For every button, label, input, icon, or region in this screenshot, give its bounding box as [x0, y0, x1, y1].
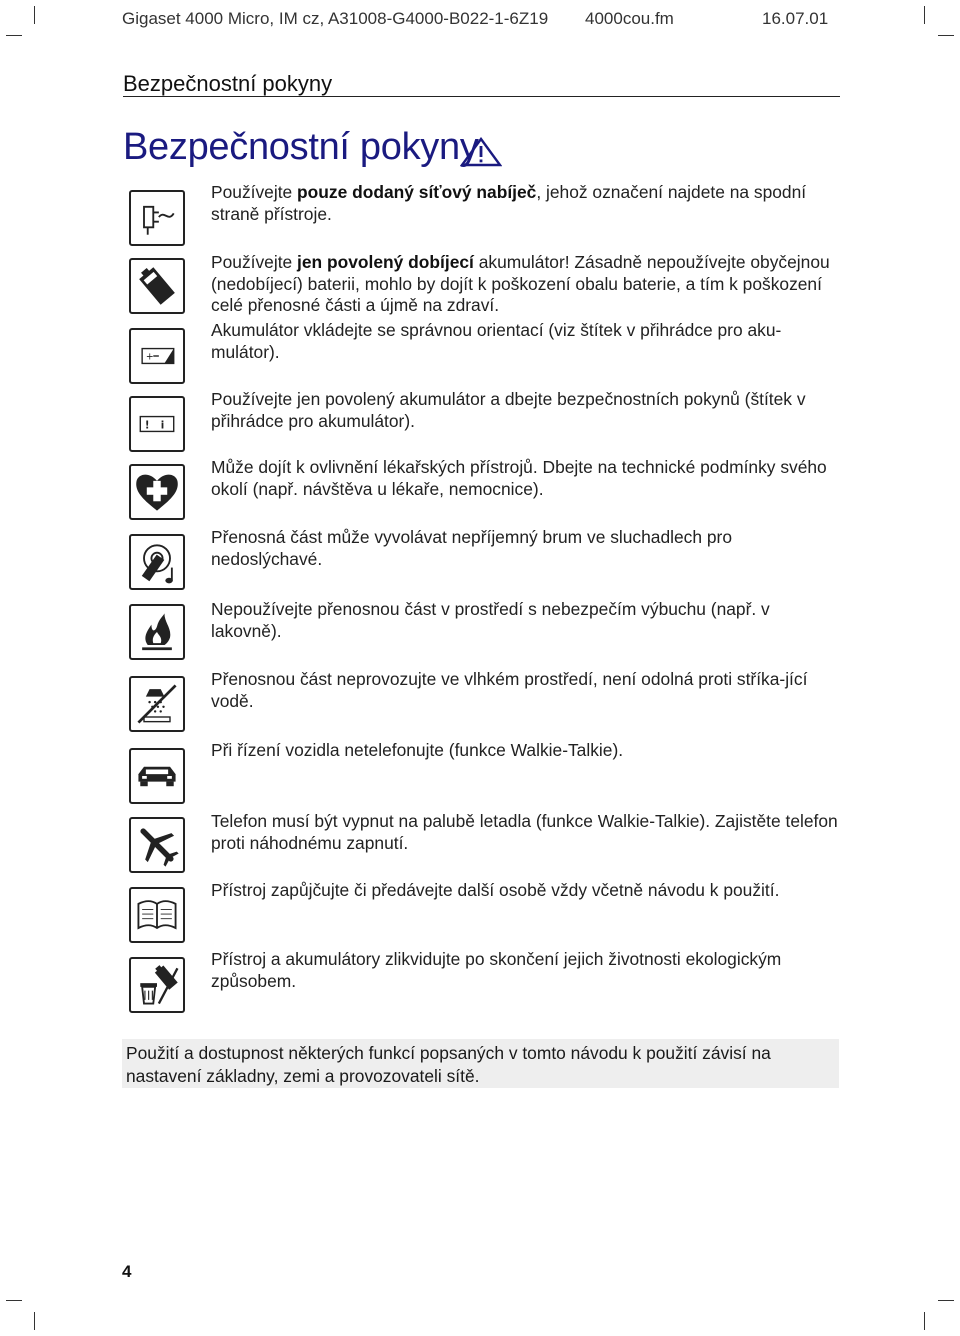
car-icon	[129, 748, 185, 804]
crop-mark	[924, 6, 925, 24]
humidity-text: Přenosnou část neprovozujte ve vlhkém prostředí, není odolná proti stříka-jící vodě.	[211, 669, 808, 711]
crop-mark	[34, 1312, 35, 1330]
aircraft-text: Telefon musí být vypnut na palubě letadla (funkce Walkie-Talkie). Zajistěte telefon proti náhodnému zapnutí.	[211, 811, 838, 853]
crop-mark	[924, 1312, 925, 1330]
battery-icon	[129, 258, 185, 314]
battery-text-bold: jen povolený dobíjecí	[297, 252, 474, 272]
running-header-file: 4000cou.fm	[585, 9, 674, 28]
battery-text-pre: Používejte	[211, 252, 298, 272]
battery-text	[211, 252, 841, 317]
crop-mark	[6, 35, 22, 36]
no-shower-icon	[129, 676, 185, 732]
airplane-icon	[129, 817, 185, 873]
hearing-aid-icon	[129, 534, 185, 590]
svg-text:i: i	[160, 420, 165, 432]
explosion-text: Nepoužívejte přenosnou část v prostředí s nebezpečím výbuchu (např. v lakovně).	[211, 599, 770, 641]
section-label: Bezpečnostní pokyny	[123, 71, 333, 96]
header-rule	[123, 96, 840, 97]
orientation-text: Akumulátor vkládejte se správnou orientací (viz štítek v přihrádce pro aku-mulátor).	[211, 320, 782, 362]
disposal-text: Přístroj a akumulátory zlikvidujte po skončení jejich životnosti ekologickým způsobem.	[211, 949, 782, 991]
battery-info-label-icon	[129, 396, 185, 452]
availability-note: Použití a dostupnost některých funkcí popsaných v tomto návodu k použití závisí na nastavení základny, zemi a provozovateli sítě.	[122, 1039, 839, 1088]
page-number: 4	[122, 1262, 132, 1281]
charger-text-bold: pouze dodaný síťový nabíječ	[297, 182, 537, 202]
warning-triangle-icon	[460, 137, 502, 167]
svg-text:+: +	[145, 351, 154, 363]
crop-mark	[938, 1300, 954, 1301]
flame-explosion-icon	[129, 604, 185, 660]
medical-text: Může dojít k ovlivnění lékařských přístrojů. Dbejte na technické podmínky svého okolí (např. návštěva u lékaře, nemocnice).	[211, 457, 827, 499]
charger-text-post: , jehož označení najdete na spodní straně přístroje.	[211, 182, 807, 224]
handover-text: Přístroj zapůjčujte či předávejte další osobě vždy včetně návodu k použití.	[211, 880, 780, 900]
running-header-date: 16.07.01	[762, 9, 829, 28]
battery-orientation-icon	[129, 328, 185, 384]
crop-mark	[938, 35, 954, 36]
medical-cross-icon	[129, 464, 185, 520]
hearing-text: Přenosná část může vyvolávat nepříjemný brum ve sluchadlech pro nedoslýchavé.	[211, 527, 733, 569]
crop-mark	[34, 6, 35, 24]
driving-text: Při řízení vozidla netelefonujte (funkce Walkie-Talkie).	[211, 740, 624, 760]
battery-text-post: akumulátor! Zásadně nepoužívejte obyčejnou (nedobíjecí) baterii, mohlo by dojít k poškození obalu baterie, a tím k poškození celé přenosné části a újmě na zdraví.	[211, 252, 830, 316]
charger-text-pre: Používejte	[211, 182, 298, 202]
no-waste-bin-icon	[129, 957, 185, 1013]
charger-icon	[129, 190, 185, 246]
battery-label-text: Používejte jen povolený akumulátor a dbejte bezpečnostních pokynů (štítek v přihrádce pro akumulátor).	[211, 389, 806, 431]
manual-book-icon	[129, 887, 185, 943]
charger-text	[211, 182, 841, 225]
running-header-title: Gigaset 4000 Micro, IM cz, A31008-G4000-B022-1-6Z19	[122, 9, 549, 28]
svg-text:!: !	[144, 420, 150, 432]
crop-mark	[6, 1300, 22, 1301]
page-title: Bezpečnostní pokyny	[123, 126, 479, 168]
